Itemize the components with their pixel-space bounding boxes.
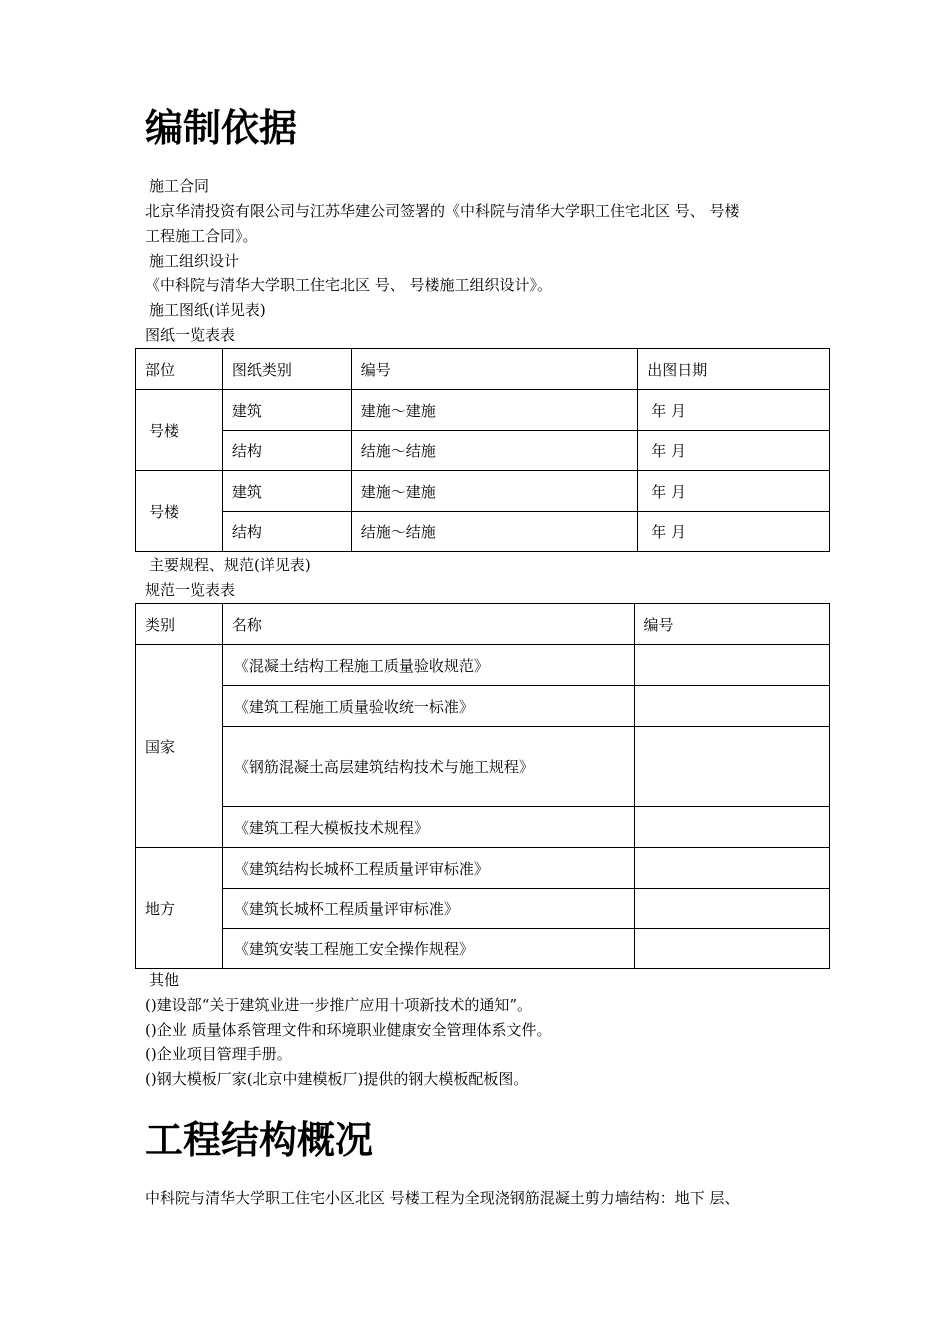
table-row xyxy=(136,727,830,807)
spec-number-cell xyxy=(634,848,830,889)
table-row xyxy=(136,889,830,929)
specs-table-header-row xyxy=(136,604,830,645)
spec-name-cell: 《建筑安装工程施工安全操作规程》 xyxy=(222,929,634,969)
header-cell-type: 图纸类别 xyxy=(222,349,351,390)
spec-name-cell: 《建筑结构长城杯工程质量评审标准》 xyxy=(222,848,634,889)
contract-text-line-1: 北京华清投资有限公司与江苏华建公司签署的《中科院与清华大学职工住宅北区 号、 号楼 xyxy=(145,202,740,220)
specs-table xyxy=(135,603,830,969)
spec-name-cell: 《建筑工程施工质量验收统一标准》 xyxy=(222,686,634,727)
category-cell: 地方 xyxy=(136,848,223,969)
drawings-table-header-row xyxy=(136,349,830,390)
other-item: ()钢大模板厂家(北京中建模板厂)提供的钢大模板配板图。 xyxy=(145,1070,529,1088)
overview-text: 中科院与清华大学职工住宅小区北区 号楼工程为全现浇钢筋混凝土剪力墙结构：地下 层、 xyxy=(145,1189,740,1207)
table-row xyxy=(136,848,830,889)
table-row xyxy=(136,807,830,848)
spec-name-cell: 《钢筋混凝土高层建筑结构技术与施工规程》 xyxy=(222,727,634,807)
table-row xyxy=(136,512,830,552)
drawing-code-cell: 建施～建施 xyxy=(351,471,638,512)
spec-number-cell xyxy=(634,807,830,848)
header-cell-name: 名称 xyxy=(222,604,634,645)
table-row xyxy=(136,686,830,727)
drawing-type-cell: 结构 xyxy=(222,431,351,471)
specs-label: 主要规程、规范(详见表) xyxy=(149,556,311,574)
design-label: 施工组织设计 xyxy=(149,252,240,270)
drawing-date-cell: 年 月 xyxy=(638,512,830,552)
header-cell-part: 部位 xyxy=(136,349,223,390)
table-row xyxy=(136,645,830,686)
section-heading-overview: 工程结构概况 xyxy=(145,1118,374,1162)
drawing-type-cell: 建筑 xyxy=(222,390,351,431)
other-item: ()企业项目管理手册。 xyxy=(145,1045,292,1063)
spec-number-cell xyxy=(634,889,830,929)
drawing-date-cell: 年 月 xyxy=(638,390,830,431)
header-cell-code: 编号 xyxy=(351,349,638,390)
spec-name-cell: 《混凝土结构工程施工质量验收规范》 xyxy=(222,645,634,686)
drawing-code-cell: 结施～结施 xyxy=(351,512,638,552)
drawing-code-cell: 建施～建施 xyxy=(351,390,638,431)
table-row xyxy=(136,471,830,512)
drawing-type-cell: 结构 xyxy=(222,512,351,552)
spec-number-cell xyxy=(634,727,830,807)
contract-text-line-2: 工程施工合同》。 xyxy=(145,227,258,245)
table-row xyxy=(136,390,830,431)
spec-number-cell xyxy=(634,929,830,969)
drawing-date-cell: 年 月 xyxy=(638,431,830,471)
header-cell-category: 类别 xyxy=(136,604,223,645)
category-cell: 国家 xyxy=(136,645,223,848)
part-cell: 号楼 xyxy=(136,390,223,471)
spec-number-cell xyxy=(634,686,830,727)
other-label: 其他 xyxy=(149,971,180,989)
part-cell: 号楼 xyxy=(136,471,223,552)
drawings-table-title: 图纸一览表表 xyxy=(145,326,236,344)
specs-table-title: 规范一览表表 xyxy=(145,581,236,599)
drawings-table xyxy=(135,348,830,552)
table-row xyxy=(136,431,830,471)
section-heading-basis: 编制依据 xyxy=(145,106,298,150)
drawing-date-cell: 年 月 xyxy=(638,471,830,512)
drawings-label: 施工图纸(详见表) xyxy=(149,301,266,319)
contract-label: 施工合同 xyxy=(149,177,210,195)
design-text: 《中科院与清华大学职工住宅北区 号、 号楼施工组织设计》。 xyxy=(145,276,553,294)
spec-number-cell xyxy=(634,645,830,686)
table-row xyxy=(136,929,830,969)
header-cell-number: 编号 xyxy=(634,604,830,645)
other-item: ()建设部“关于建筑业进一步推广应用十项新技术的通知”。 xyxy=(145,996,533,1014)
other-item: ()企业 质量体系管理文件和环境职业健康安全管理体系文件。 xyxy=(145,1021,552,1039)
header-cell-date: 出图日期 xyxy=(638,349,830,390)
spec-name-cell: 《建筑长城杯工程质量评审标准》 xyxy=(222,889,634,929)
drawing-code-cell: 结施～结施 xyxy=(351,431,638,471)
spec-name-cell: 《建筑工程大模板技术规程》 xyxy=(222,807,634,848)
drawing-type-cell: 建筑 xyxy=(222,471,351,512)
